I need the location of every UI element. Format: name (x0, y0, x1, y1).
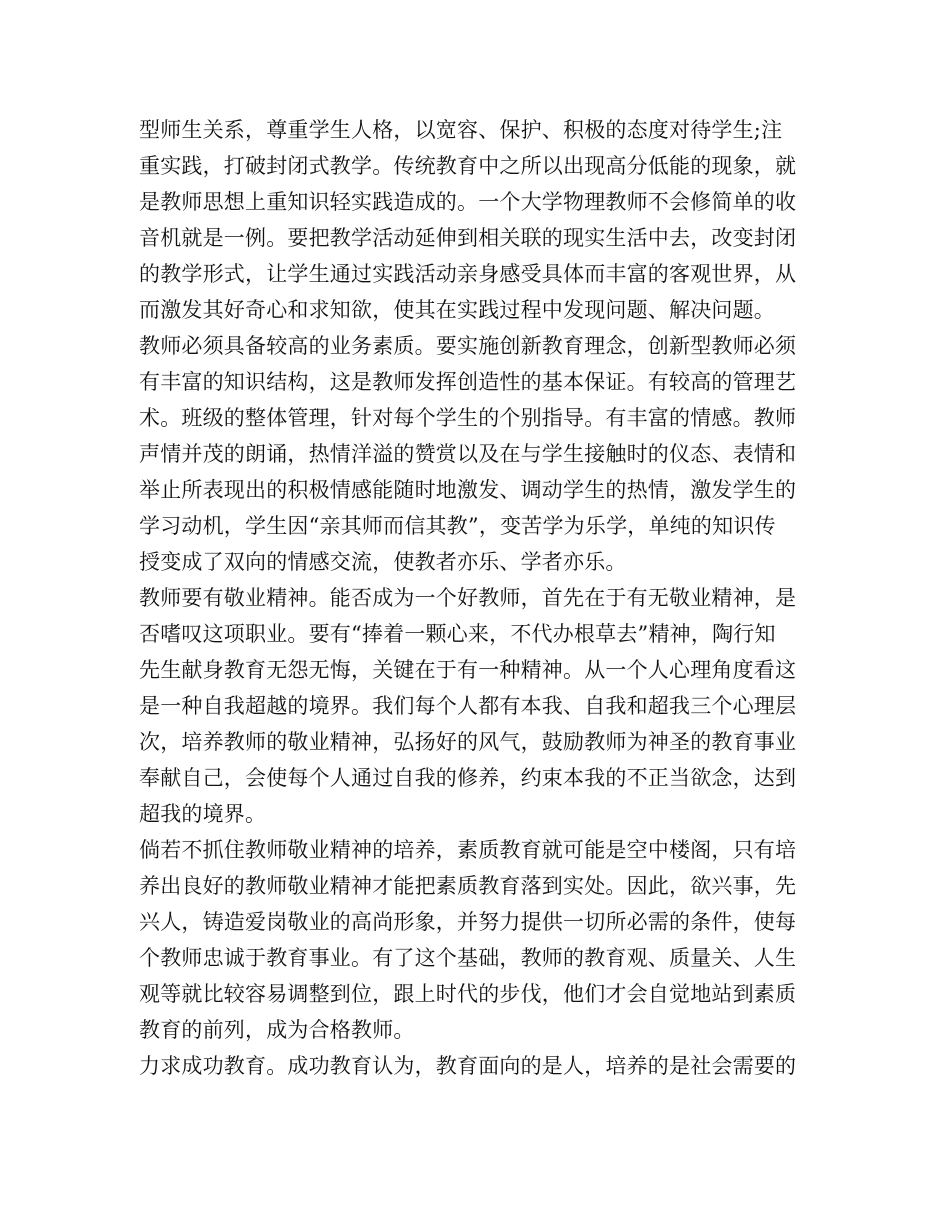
text-line: 先生献身教育无怨无悔，关键在于有一种精神。从一个人心理角度看这 (139, 658, 797, 682)
text-line: 的教学形式，让学生通过实践活动亲身感受具体而丰富的客观世界，从 (139, 262, 797, 286)
body-text (139, 112, 819, 1084)
text-line: 否嗜叹这项职业。要有“捧着一颗心来，不代办根草去”精神，陶行知 (139, 622, 776, 646)
paragraph-3 (139, 580, 819, 832)
text-line: 养出良好的教师敬业精神才能把素质教育落到实处。因此，欲兴事，先 (139, 874, 797, 898)
text-line: 授变成了双向的情感交流，使教者亦乐、学者亦乐。 (139, 550, 627, 574)
paragraph-4 (139, 832, 819, 1048)
paragraph-5 (139, 1048, 819, 1084)
text-line: 型师生关系，尊重学生人格，以宽容、保护、积极的态度对待学生;注 (139, 118, 783, 142)
text-line: 教育的前列，成为合格教师。 (139, 1018, 415, 1042)
text-line: 音机就是一例。要把教学活动延伸到相关联的现实生活中去，改变封闭 (139, 226, 797, 250)
text-line: 力求成功教育。成功教育认为，教育面向的是人，培养的是社会需要的 (139, 1054, 797, 1078)
paragraph-2 (139, 328, 819, 580)
text-line: 观等就比较容易调整到位，跟上时代的步伐，他们才会自觉地站到素质 (139, 982, 797, 1006)
text-line: 倘若不抓住教师敬业精神的培养，素质教育就可能是空中楼阁，只有培 (139, 838, 797, 862)
text-line: 兴人，铸造爱岗敬业的高尚形象，并努力提供一切所必需的条件，使每 (139, 910, 797, 934)
text-line: 而激发其好奇心和求知欲，使其在实践过程中发现问题、解决问题。 (139, 298, 775, 322)
text-line: 学习动机，学生因“亲其师而信其教”，变苦学为乐学，单纯的知识传 (139, 514, 776, 538)
text-line: 是教师思想上重知识轻实践造成的。一个大学物理教师不会修简单的收 (139, 190, 797, 214)
text-line: 举止所表现出的积极情感能随时地激发、调动学生的热情，激发学生的 (139, 478, 797, 502)
text-line: 超我的境界。 (139, 802, 267, 826)
text-line: 重实践，打破封闭式教学。传统教育中之所以出现高分低能的现象，就 (139, 154, 797, 178)
text-line: 是一种自我超越的境界。我们每个人都有本我、自我和超我三个心理层 (139, 694, 797, 718)
text-line: 次，培养教师的敬业精神，弘扬好的风气，鼓励教师为神圣的教育事业 (139, 730, 797, 754)
text-line: 声情并茂的朗诵，热情洋溢的赞赏以及在与学生接触时的仪态、表情和 (139, 442, 797, 466)
text-line: 有丰富的知识结构，这是教师发挥创造性的基本保证。有较高的管理艺 (139, 370, 797, 394)
text-line: 教师必须具备较高的业务素质。要实施创新教育理念，创新型教师必须 (139, 334, 797, 358)
text-line: 教师要有敬业精神。能否成为一个好教师，首先在于有无敬业精神，是 (139, 586, 797, 610)
text-line: 奉献自己，会使每个人通过自我的修养，约束本我的不正当欲念，达到 (139, 766, 797, 790)
paragraph-1 (139, 112, 819, 328)
text-line: 术。班级的整体管理，针对每个学生的个别指导。有丰富的情感。教师 (139, 406, 797, 430)
text-line: 个教师忠诚于教育事业。有了这个基础，教师的教育观、质量关、人生 (139, 946, 797, 970)
